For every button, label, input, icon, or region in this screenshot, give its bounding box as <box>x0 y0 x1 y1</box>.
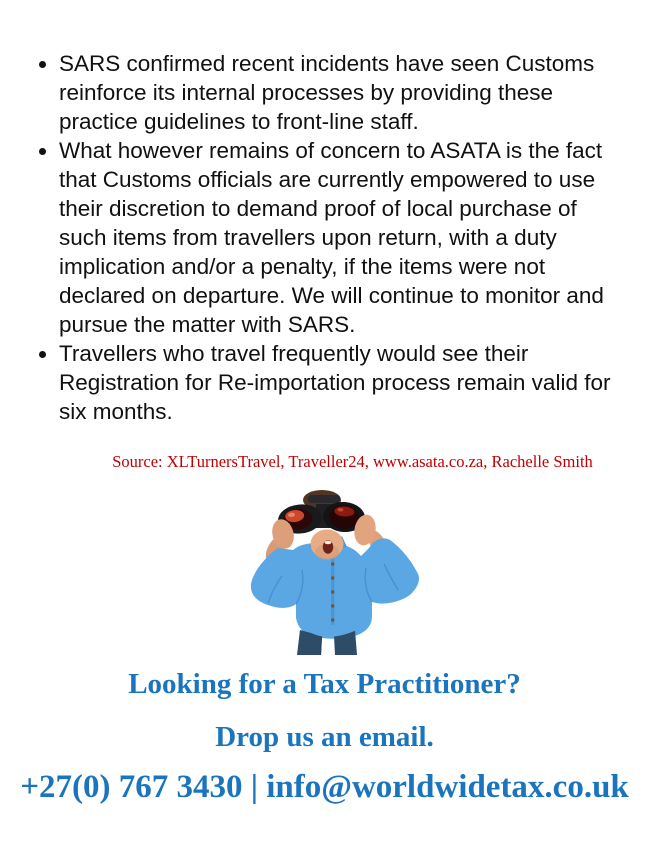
cta-subheading: Drop us an email. <box>215 721 434 753</box>
bullet-item: • SARS confirmed recent incidents have seen Customs reinforce its internal processes by providing these practice guidelines to front-line staff. <box>59 49 626 136</box>
bullet-item: • Travellers who travel frequently would see their Registration for Re-importation process remain valid for six months. <box>59 339 626 426</box>
bullet-item: • What however remains of concern to ASATA is the fact that Customs officials are currently empowered to use their discretion to demand proof of local purchase of such items from travellers upon return, with a duty implication and/or a penalty, if the items were not declared on departure. We will continue to monitor and pursue the matter with SARS. <box>59 136 626 339</box>
bullet-list <box>40 49 626 426</box>
cta-heading: Looking for a Tax Practitioner? <box>128 668 521 700</box>
contact-line: +27(0) 767 3430 | info@worldwidetax.co.uk <box>20 769 629 805</box>
binoculars-man-illustration <box>238 486 434 656</box>
binoculars-man-photo <box>238 486 434 656</box>
source-attribution: Source: XLTurnersTravel, Traveller24, www.asata.co.za, Rachelle Smith <box>112 452 593 471</box>
